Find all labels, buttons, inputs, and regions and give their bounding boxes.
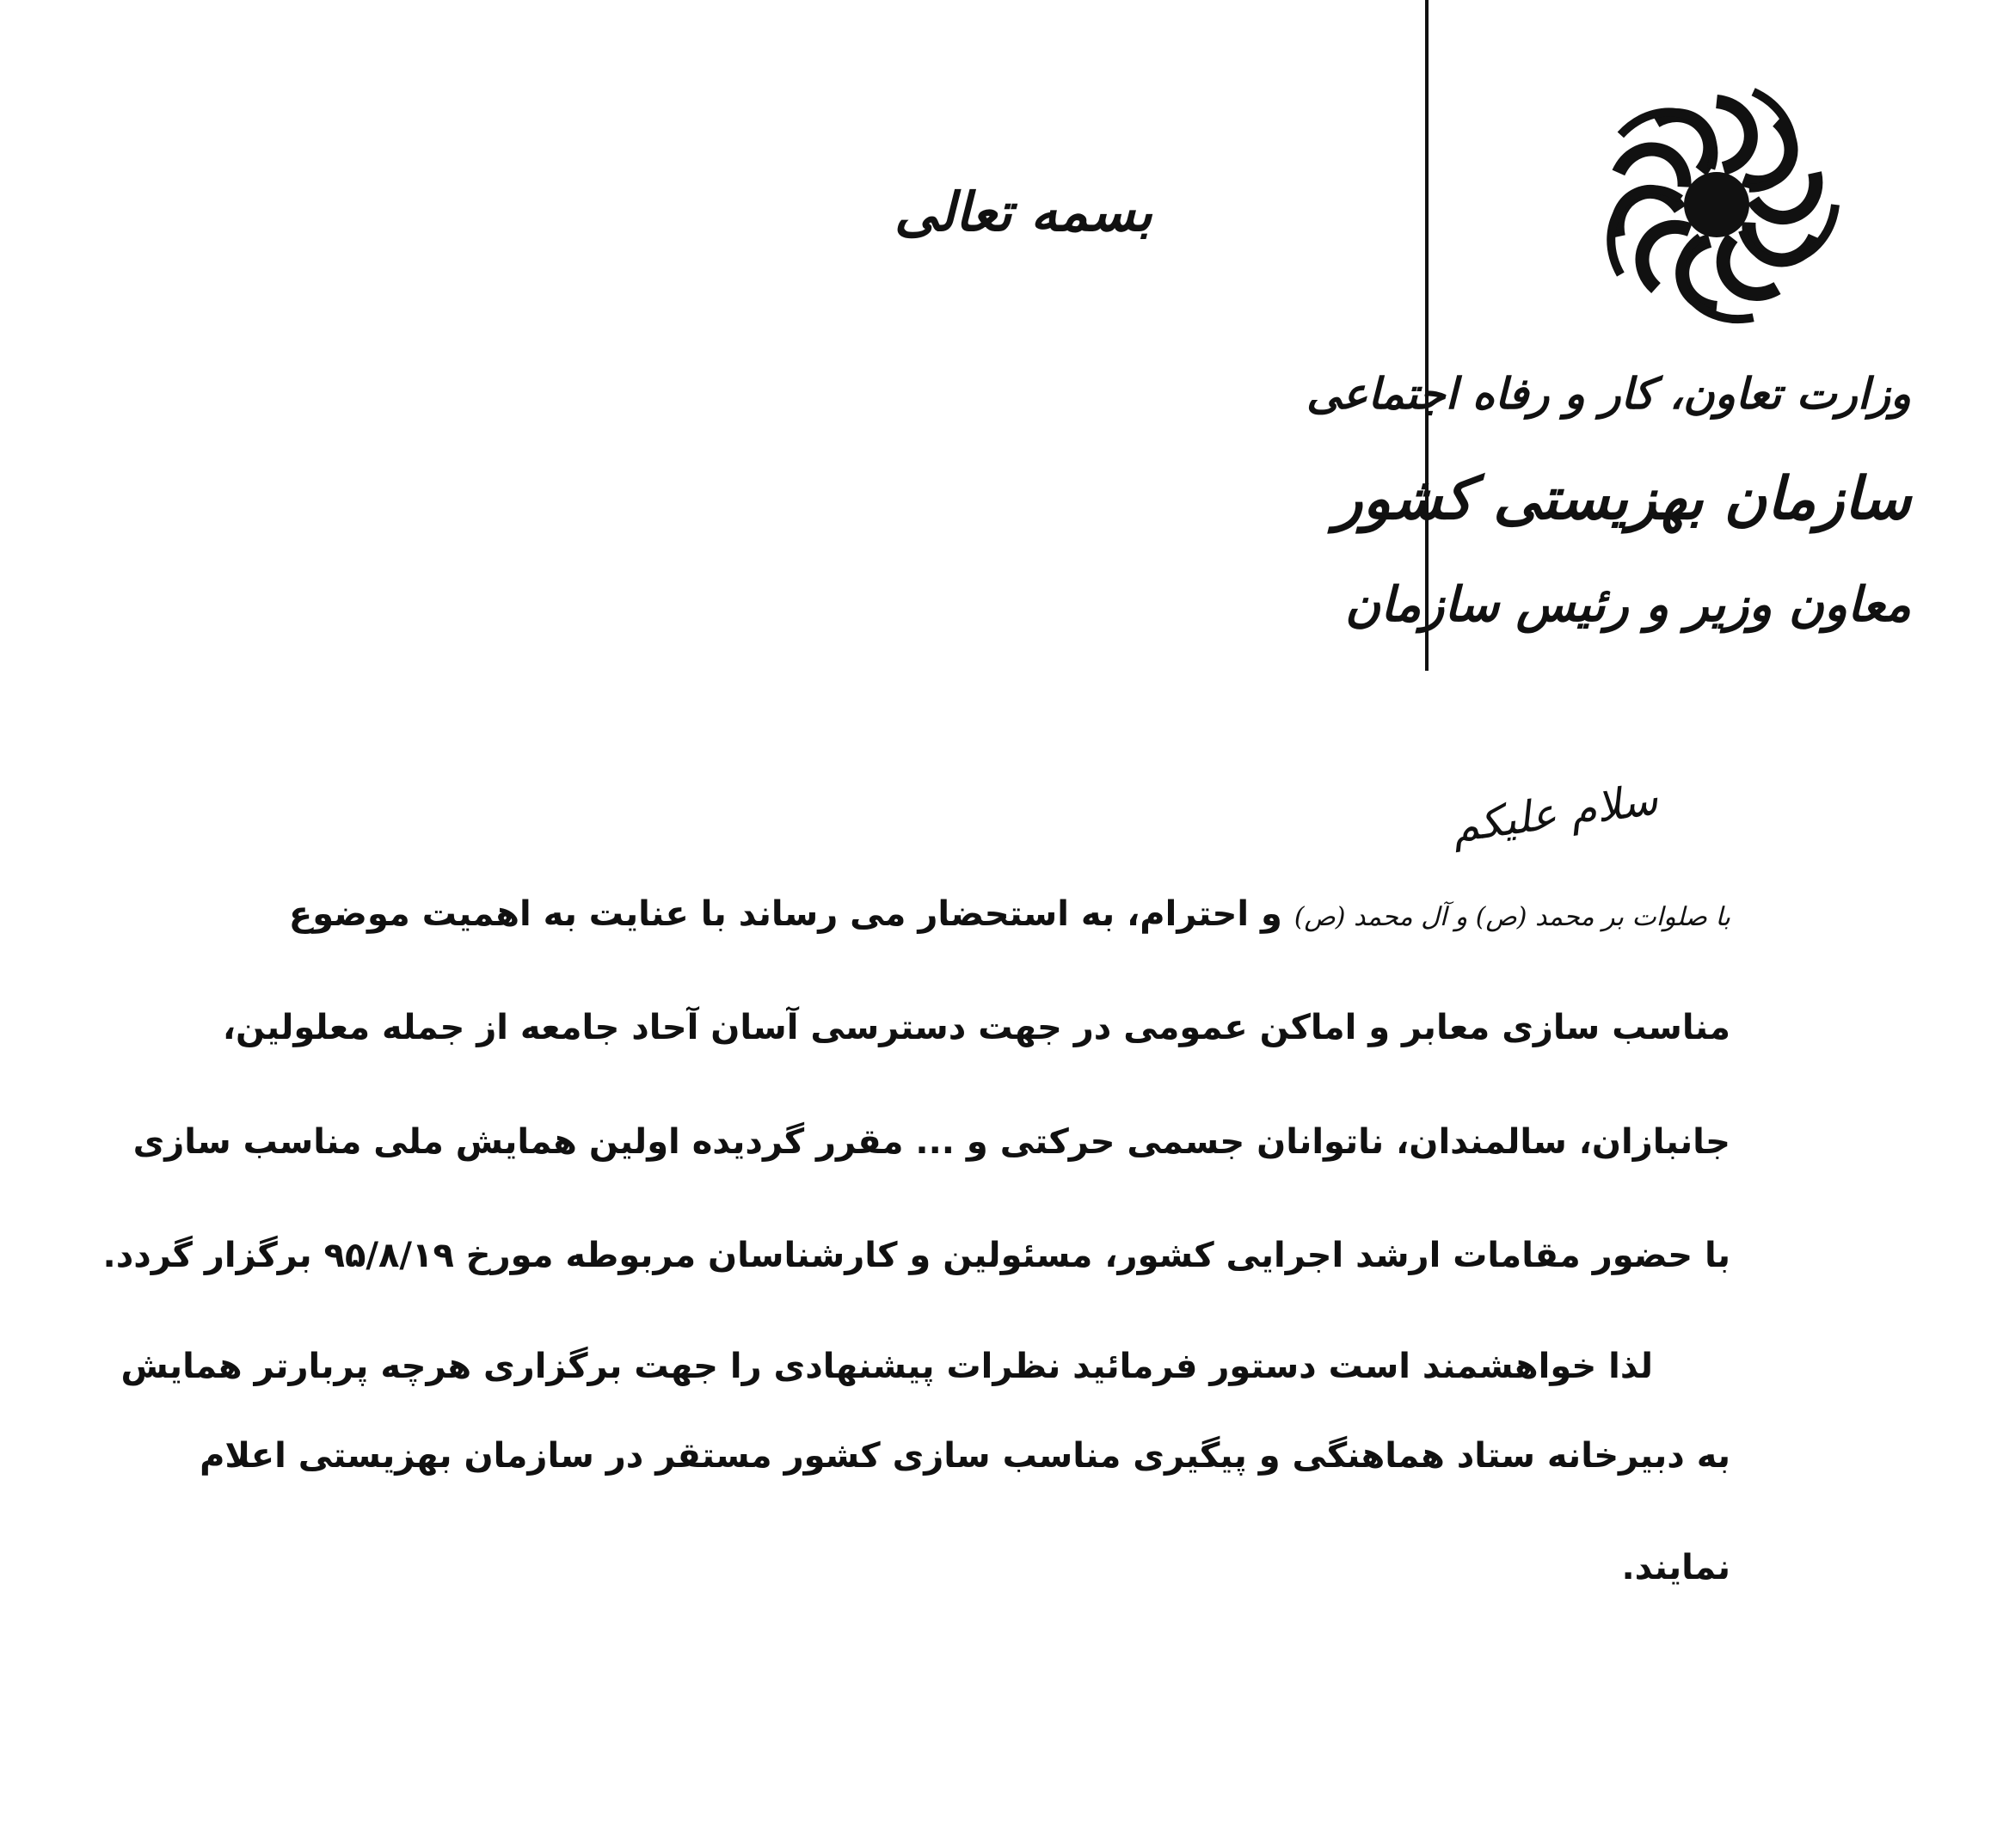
letter-line-1-text: و احترام، به استحضار می رساند با عنایت به اهمیت موضوع <box>288 894 1282 934</box>
behzisti-flower-logo-icon <box>1588 76 1846 334</box>
header-divider <box>1425 0 1429 671</box>
greeting: سلام علیکم <box>1448 774 1662 853</box>
organization-name: سازمان بهزیستی کشور <box>1334 464 1911 533</box>
letter-line-2: مناسب سازی معابر و اماکن عمومی در جهت دسترسی آسان آحاد جامعه از جمله معلولین، <box>222 1008 1730 1047</box>
letter-line-1 <box>289 894 1730 934</box>
letter-line-3: جانبازان، سالمندان، ناتوانان جسمی حرکتی و ... مقرر گردیده اولین همایش ملی مناسب سازی <box>132 1122 1730 1162</box>
letter-line-4: با حضور مقامات ارشد اجرایی کشور، مسئولین و کارشناسان مربوطه مورخ ۹۵/۸/۱۹ برگزار گردد. <box>102 1236 1730 1275</box>
letter-line-5: لذا خواهشمند است دستور فرمائید نظرات پیشنهادی را جهت برگزاری هرچه پربارتر همایش <box>120 1347 1653 1386</box>
salawat-handwritten: با صلوات بر محمد (ص) و آل محمد (ص) <box>1293 902 1730 932</box>
ministry-name: وزارت تعاون، کار و رفاه اجتماعی <box>1306 368 1911 419</box>
letter-line-6: به دبیرخانه ستاد هماهنگی و پیگیری مناسب سازی کشور مستقر در سازمان بهزیستی اعلام <box>200 1436 1730 1476</box>
bismillah-heading: بسمه تعالی <box>894 181 1152 243</box>
letter-line-7: نمایند. <box>1621 1548 1730 1587</box>
position-title: معاون وزیر و رئیس سازمان <box>1345 576 1911 633</box>
